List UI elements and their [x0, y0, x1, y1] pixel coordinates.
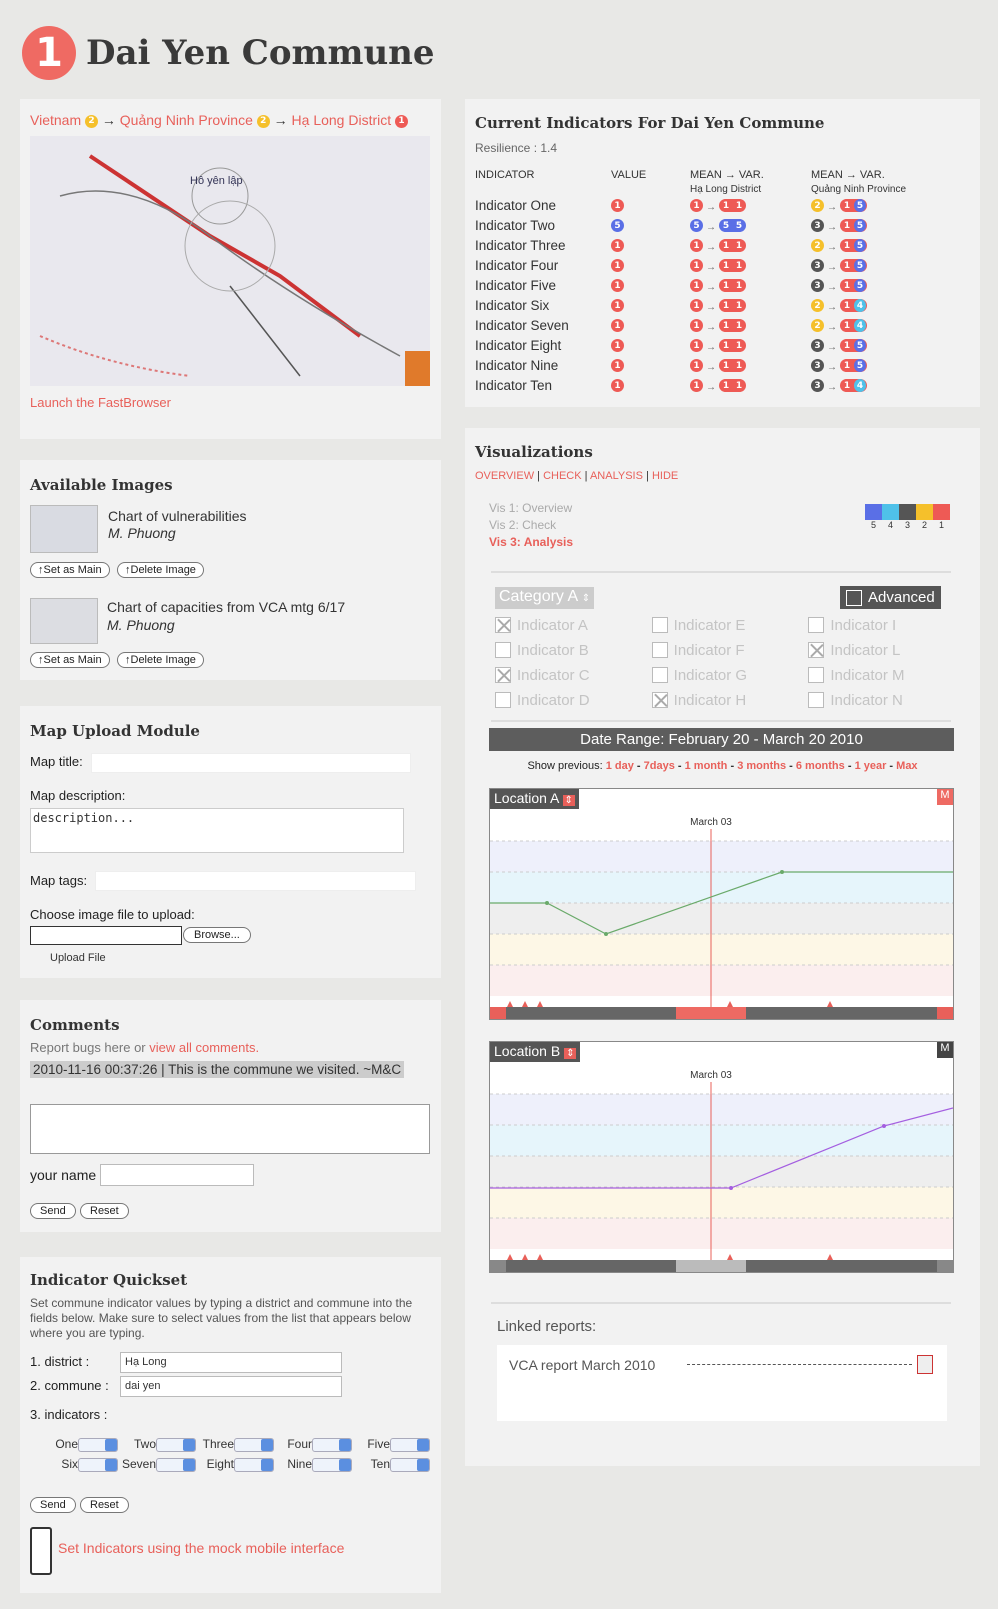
- indicator-quickset-panel: [20, 1257, 441, 1593]
- indicator-checkbox[interactable]: Indicator C: [495, 666, 652, 691]
- indicator-row: Indicator Four 1 1 → 1 1 3 → 1 5: [475, 255, 867, 275]
- indicator-row: Indicator Two 5 5 → 5 5 3 → 1 5: [475, 215, 867, 235]
- commune-input[interactable]: dai yen: [120, 1376, 342, 1397]
- col-province-mean: MEAN → VAR.: [811, 169, 885, 181]
- indicator-name: Indicator Eight: [475, 337, 562, 353]
- commune-label: 2. commune :: [30, 1378, 109, 1393]
- category-select[interactable]: Category A ⇕: [495, 587, 594, 609]
- indicator-row: Indicator Nine 1 1 → 1 1 3 → 1 5: [475, 355, 867, 375]
- image-title: Chart of capacities from VCA mtg 6/17: [107, 599, 346, 615]
- value-dot: 1: [690, 379, 703, 392]
- report-bugs-text: Report bugs here or: [30, 1040, 146, 1055]
- arrow-icon: →: [101, 112, 116, 128]
- indicator-select-nine[interactable]: Nine: [274, 1457, 352, 1472]
- indicator-checkbox[interactable]: Indicator L: [808, 641, 965, 666]
- report-link[interactable]: VCA report March 2010: [509, 1357, 656, 1373]
- variance-pill: 1 5: [840, 239, 867, 252]
- indicator-checkbox[interactable]: Indicator G: [652, 666, 809, 691]
- indicator-name: Indicator Four: [475, 257, 559, 273]
- breadcrumb: [30, 112, 408, 128]
- indicator-checkbox[interactable]: Indicator D: [495, 691, 652, 716]
- range-slider-handle[interactable]: [676, 1260, 746, 1272]
- indicator-select-three[interactable]: Three: [196, 1437, 274, 1452]
- browse-button[interactable]: Browse...: [183, 927, 251, 943]
- set-main-button[interactable]: ↑Set as Main: [30, 652, 110, 668]
- indicator-select-five[interactable]: Five: [352, 1437, 430, 1452]
- divider: [491, 571, 951, 573]
- indicator-row: Indicator Six 1 1 → 1 1 2 → 1 4: [475, 295, 867, 315]
- m-button[interactable]: M: [937, 789, 953, 805]
- indicator-checkbox[interactable]: Indicator I: [808, 616, 965, 641]
- delete-image-button[interactable]: ↑Delete Image: [117, 652, 204, 668]
- value-dot: 1: [611, 299, 624, 312]
- image-author: M. Phuong: [108, 525, 176, 541]
- legend-label: 4: [887, 520, 893, 530]
- map-caption: Hô yên lập: [190, 175, 243, 187]
- col-indicator: INDICATOR: [475, 169, 535, 181]
- breadcrumb-province[interactable]: Quảng Ninh Province: [119, 112, 253, 128]
- value-dot: 3: [811, 339, 824, 352]
- variance-pill: 1 5: [840, 259, 867, 272]
- map-upload-panel: [20, 706, 441, 978]
- variance-pill: 1 5: [840, 279, 867, 292]
- value-dot: 1: [690, 359, 703, 372]
- variance-pill: 5 5: [719, 219, 746, 232]
- value-dot: 1: [690, 339, 703, 352]
- range-link[interactable]: 1 month: [684, 760, 728, 772]
- value-dot: 5: [611, 219, 624, 232]
- indicator-name: Indicator Nine: [475, 357, 559, 373]
- value-dot: 1: [611, 199, 624, 212]
- breadcrumb-district[interactable]: Hạ Long District: [291, 112, 392, 128]
- linked-reports-box: [497, 1345, 947, 1421]
- range-link[interactable]: 1 year: [854, 760, 887, 772]
- vis-tabs: OVERVIEW | CHECK | ANALYSIS | HIDE: [475, 470, 679, 482]
- quickset-send-button[interactable]: Send: [30, 1497, 76, 1513]
- location-b-chart: [489, 1041, 954, 1273]
- value-dot: 1: [611, 259, 624, 272]
- tab-overview[interactable]: OVERVIEW: [475, 470, 535, 482]
- indicator-row: Indicator Five 1 1 → 1 1 3 → 1 5: [475, 275, 867, 295]
- col-district-sub: Hạ Long District: [690, 184, 762, 195]
- location-a-plot: [490, 789, 953, 1019]
- variance-pill: 1 4: [840, 319, 867, 332]
- data-point[interactable]: [780, 870, 784, 874]
- tab-hide[interactable]: HIDE: [651, 470, 679, 482]
- value-dot: 1: [690, 279, 703, 292]
- checkbox-icon[interactable]: [495, 617, 511, 633]
- indicator-checkbox[interactable]: Indicator A: [495, 616, 652, 641]
- arrow-icon: →: [273, 112, 288, 128]
- map-panel: [20, 99, 441, 439]
- images-title: Available Images: [30, 476, 173, 494]
- vis-item-overview[interactable]: Vis 1: Overview: [489, 501, 573, 515]
- location-b-select[interactable]: Location B ⇕: [490, 1042, 580, 1062]
- variance-pill: 1 1: [719, 239, 746, 252]
- legend-label: 2: [921, 520, 927, 530]
- value-dot: 1: [690, 199, 703, 212]
- indicator-row: Indicator Seven 1 1 → 1 1 2 → 1 4: [475, 315, 867, 335]
- indicators-table: [475, 195, 867, 395]
- location-b-plot: [490, 1042, 953, 1272]
- value-dot: 2: [811, 299, 824, 312]
- divider: [491, 720, 951, 722]
- range-link[interactable]: 6 months: [795, 760, 845, 772]
- checkbox-icon[interactable]: [495, 642, 511, 658]
- vis-item-analysis[interactable]: Vis 3: Analysis: [489, 535, 574, 549]
- current-title: Current Indicators For Dai Yen Commune: [475, 114, 825, 132]
- current-indicators-panel: [465, 99, 980, 407]
- variance-pill: 1 1: [719, 279, 746, 292]
- variance-pill: 1 5: [840, 199, 867, 212]
- value-dot: 1: [690, 299, 703, 312]
- upload-file-button[interactable]: Upload File: [50, 952, 106, 964]
- variance-pill: 1 5: [840, 339, 867, 352]
- district-label: 1. district :: [30, 1354, 90, 1369]
- image-thumbnail[interactable]: [30, 598, 98, 644]
- indicator-name: Indicator Seven: [475, 317, 569, 333]
- tab-analysis[interactable]: ANALYSIS: [589, 470, 643, 482]
- advanced-toggle[interactable]: Advanced: [840, 586, 941, 609]
- variance-pill: 1 1: [719, 379, 746, 392]
- value-dot: 1: [611, 319, 624, 332]
- breadcrumb-vietnam[interactable]: Vietnam: [30, 112, 82, 128]
- comments-panel: [20, 1000, 441, 1232]
- value-dot: 1: [611, 359, 624, 372]
- show-previous-bar: Show previous: 1 day - 7days - 1 month - 3 months - 6 months - 1 year - Max: [527, 760, 918, 772]
- choose-file-label: Choose image file to upload:: [30, 907, 195, 922]
- page-title: Dai Yen Commune: [86, 33, 435, 73]
- value-dot: 2: [811, 239, 824, 252]
- variance-pill: 1 5: [840, 359, 867, 372]
- image-author: M. Phuong: [107, 617, 175, 633]
- data-point[interactable]: [604, 932, 608, 936]
- variance-pill: 1 1: [719, 259, 746, 272]
- hand-drawn-map: [30, 136, 430, 386]
- show-previous-label: Show previous:: [527, 760, 603, 772]
- value-dot: 2: [811, 319, 824, 332]
- breadcrumb-badge: 1: [395, 115, 408, 128]
- value-dot: 1: [611, 239, 624, 252]
- data-point[interactable]: [882, 1124, 886, 1128]
- indicators-label: 3. indicators :: [30, 1407, 108, 1422]
- col-province-sub: Quảng Ninh Province: [811, 184, 907, 195]
- variance-pill: 1 4: [840, 379, 867, 392]
- breadcrumb-badge: 2: [257, 115, 270, 128]
- value-dot: 3: [811, 279, 824, 292]
- checkbox-icon[interactable]: [808, 642, 824, 658]
- checkbox-icon[interactable]: [495, 692, 511, 708]
- variance-pill: 1 1: [719, 199, 746, 212]
- value-dot: 1: [611, 379, 624, 392]
- quickset-title: Indicator Quickset: [30, 1271, 188, 1289]
- date-range-bar: Date Range: February 20 - March 20 2010: [489, 728, 954, 751]
- indicator-row: Indicator Three 1 1 → 1 1 2 → 1 5: [475, 235, 867, 255]
- vis-list: [489, 500, 573, 551]
- indicator-name: Indicator Five: [475, 277, 557, 293]
- range-link[interactable]: 3 months: [737, 760, 787, 772]
- col-value: VALUE: [611, 169, 647, 181]
- divider: [491, 1302, 951, 1304]
- file-path-input[interactable]: [30, 926, 182, 945]
- marker-label: March 03: [690, 817, 732, 828]
- map-desc-textarea[interactable]: description...: [30, 808, 404, 853]
- map-tags-label: Map tags:: [30, 873, 88, 888]
- indicator-row: Indicator Ten 1 1 → 1 1 3 → 1 4: [475, 375, 867, 395]
- col-district-mean: MEAN → VAR.: [690, 169, 764, 181]
- mobile-phone-icon: [30, 1527, 52, 1575]
- comments-title: Comments: [30, 1016, 120, 1034]
- linked-reports-label: Linked reports:: [497, 1318, 597, 1335]
- indicator-row: Indicator Eight 1 1 → 1 1 3 → 1 5: [475, 335, 867, 355]
- indicator-select-six[interactable]: Six: [40, 1457, 118, 1472]
- indicator-select-ten[interactable]: Ten: [352, 1457, 430, 1472]
- resilience-value: Resilience : 1.4: [475, 141, 558, 155]
- range-slider-handle[interactable]: [676, 1007, 746, 1019]
- vis-item-check[interactable]: Vis 2: Check: [489, 518, 557, 532]
- indicator-name: Indicator One: [475, 197, 557, 213]
- value-dot: 2: [811, 199, 824, 212]
- indicator-checkbox[interactable]: Indicator B: [495, 641, 652, 666]
- tab-check[interactable]: CHECK: [543, 470, 582, 482]
- image-thumbnail[interactable]: [30, 505, 98, 553]
- indicator-name: Indicator Ten: [475, 377, 553, 393]
- value-dot: 1: [611, 339, 624, 352]
- indicator-name: Indicator Three: [475, 237, 566, 253]
- value-dot: 3: [811, 359, 824, 372]
- vis-title: Visualizations: [475, 443, 593, 461]
- variance-pill: 1 4: [840, 299, 867, 312]
- indicator-selects-row: [40, 1457, 430, 1472]
- value-dot: 3: [811, 259, 824, 272]
- value-dot: 1: [690, 239, 703, 252]
- variance-pill: 1 1: [719, 299, 746, 312]
- available-images-panel: [20, 460, 441, 680]
- marker-label: March 03: [690, 1070, 732, 1081]
- page-header: [22, 26, 435, 80]
- variance-pill: 1 1: [719, 319, 746, 332]
- district-input[interactable]: Hạ Long: [120, 1352, 342, 1373]
- checkbox-icon[interactable]: [652, 692, 668, 708]
- value-dot: 1: [690, 319, 703, 332]
- variance-pill: 1 1: [719, 359, 746, 372]
- indicator-name: Indicator Two: [475, 217, 556, 233]
- indicator-checkbox[interactable]: Indicator F: [652, 641, 809, 666]
- indicator-checkbox[interactable]: Indicator N: [808, 691, 965, 716]
- legend-label: 1: [938, 520, 944, 530]
- mock-mobile-link[interactable]: Set Indicators using the mock mobile interface: [58, 1540, 345, 1556]
- value-dot: 3: [811, 379, 824, 392]
- m-button[interactable]: M: [937, 1042, 953, 1058]
- comment-textarea[interactable]: [30, 1104, 430, 1154]
- quickset-desc: Set commune indicator values by typing a district and commune into the fields below. Make sure to select values from the list that appears below where you are typing.: [30, 1296, 413, 1340]
- variance-pill: 1 5: [840, 219, 867, 232]
- value-dot: 5: [690, 219, 703, 232]
- variance-pill: 1 1: [719, 339, 746, 352]
- upload-title: Map Upload Module: [30, 722, 200, 740]
- indicator-name: Indicator Six: [475, 297, 550, 313]
- location-a-select[interactable]: Location A ⇕: [490, 789, 579, 809]
- launch-fastbrowser-link[interactable]: Launch the FastBrowser: [30, 395, 171, 410]
- delete-image-button[interactable]: ↑Delete Image: [117, 562, 204, 578]
- checkbox-icon[interactable]: [808, 692, 824, 708]
- send-button[interactable]: Send: [30, 1203, 76, 1219]
- range-link[interactable]: 7days: [643, 760, 675, 772]
- view-all-comments-link[interactable]: view all comments.: [149, 1040, 260, 1055]
- indicator-checkbox[interactable]: Indicator E: [652, 616, 809, 641]
- location-a-chart: [489, 788, 954, 1020]
- image-title: Chart of vulnerabilities: [108, 508, 247, 524]
- report-leader: [687, 1364, 912, 1365]
- range-link[interactable]: Max: [896, 760, 918, 772]
- breadcrumb-badge: 2: [85, 115, 98, 128]
- value-dot: 3: [811, 219, 824, 232]
- commune-rank-badge: 1: [22, 26, 76, 80]
- your-name-input[interactable]: [100, 1164, 254, 1186]
- indicator-checkbox[interactable]: Indicator M: [808, 666, 965, 691]
- indicator-row: Indicator One 1 1 → 1 1 2 → 1 5: [475, 195, 867, 215]
- set-main-button[interactable]: ↑Set as Main: [30, 562, 110, 578]
- pdf-icon[interactable]: [917, 1355, 933, 1374]
- your-name-label: your name: [30, 1167, 97, 1183]
- map-image[interactable]: [30, 136, 430, 386]
- indicator-select-eight[interactable]: Eight: [196, 1457, 274, 1472]
- data-point[interactable]: [729, 1186, 733, 1190]
- comment-entry: 2010-11-16 00:37:26 | This is the commune we visited. ~M&C: [30, 1061, 404, 1078]
- indicator-checkbox[interactable]: Indicator H: [652, 691, 809, 716]
- map-title-input[interactable]: [91, 753, 411, 773]
- visualizations-panel: [465, 428, 980, 1466]
- indicator-select-two[interactable]: Two: [118, 1437, 196, 1452]
- indicator-select-one[interactable]: One: [40, 1437, 118, 1452]
- quickset-reset-button[interactable]: Reset: [80, 1497, 129, 1513]
- checkbox-icon[interactable]: [652, 667, 668, 683]
- legend-label: 5: [870, 520, 876, 530]
- checkbox-icon[interactable]: [808, 617, 824, 633]
- checkbox-icon[interactable]: [652, 617, 668, 633]
- value-dot: 1: [611, 279, 624, 292]
- map-title-label: Map title:: [30, 754, 83, 769]
- value-dot: 1: [690, 259, 703, 272]
- map-desc-label: Map description:: [30, 788, 126, 803]
- checkbox-icon[interactable]: [808, 667, 824, 683]
- indicator-selects-row: [40, 1437, 430, 1452]
- checkbox-icon[interactable]: [652, 642, 668, 658]
- color-legend: [865, 504, 950, 530]
- range-link[interactable]: 1 day: [605, 760, 634, 772]
- map-tags-input[interactable]: [95, 871, 416, 891]
- reset-button[interactable]: Reset: [80, 1203, 129, 1219]
- indicator-select-four[interactable]: Four: [274, 1437, 352, 1452]
- data-point[interactable]: [545, 901, 549, 905]
- checkbox-icon[interactable]: [495, 667, 511, 683]
- indicator-checkboxes: [495, 616, 965, 716]
- legend-label: 3: [904, 520, 910, 530]
- indicator-select-seven[interactable]: Seven: [118, 1457, 196, 1472]
